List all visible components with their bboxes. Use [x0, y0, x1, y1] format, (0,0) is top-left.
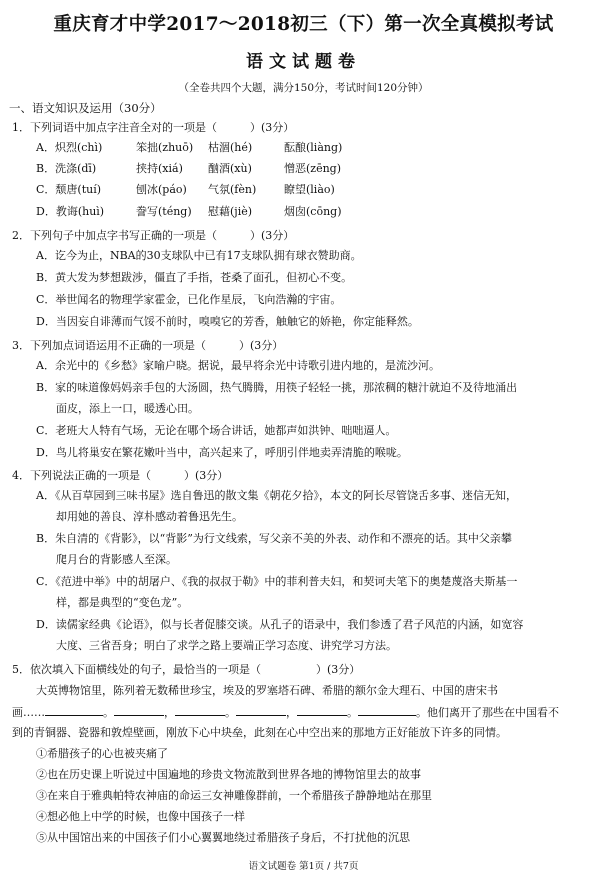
- fill-blank: [114, 705, 164, 716]
- q1-cell: A．炽烈(chì): [36, 141, 103, 154]
- q1-cell: 瞭望(liào): [284, 183, 335, 196]
- question-4-option-d: D．读儒家经典《论语》，似与长者促膝交谈。从孔子的语录中，我们参透了君子风范的内涵，如宽容: [36, 618, 524, 631]
- question-4-option-d-cont: 大度、三省吾身；明白了求学之路上要端正学习态度、讲究学习方法。: [56, 639, 397, 652]
- question-3-option-b-cont: 面皮，添上一口，暖透心田。: [56, 402, 199, 415]
- question-3-stem: 3．下列加点词语运用不正确的一项是（ ）(3分）: [12, 339, 284, 352]
- question-1-row-d: [36, 205, 384, 219]
- q1-cell: 刨冰(páo): [136, 183, 187, 196]
- question-4-option-b: B．朱自清的《背影》，以“背影”为行文线索，写父亲不美的外表、动作和不漂亮的话。其中父亲攀: [36, 532, 512, 545]
- question-4-option-c-cont: 样，都是典型的“变色龙”。: [56, 596, 189, 609]
- passage-text: 。他们离开了那些在中国看不: [416, 706, 559, 719]
- fill-blank: [175, 705, 225, 716]
- fill-blank: [236, 705, 286, 716]
- fill-blank: [358, 705, 416, 716]
- q1-cell: 酝酿(liàng): [284, 141, 343, 154]
- q1-cell: 笨拙(zhuō): [136, 141, 194, 154]
- q1-cell: 憎恶(zēng): [284, 162, 342, 175]
- q1-cell: 誊写(téng): [136, 205, 192, 218]
- question-5-item-3: ③在来自于雅典帕特农神庙的命运三女神雕像群前，一个希腊孩子静静地站在那里: [36, 789, 432, 802]
- question-4-option-a-cont: 却用她的善良、淳朴感动着鲁迅先生。: [56, 510, 243, 523]
- question-4-option-b-cont: 爬月台的背影感人至深。: [56, 553, 177, 566]
- q1-cell: 烟囱(cōng): [284, 205, 342, 218]
- question-3-option-d: D．鸟儿将巢安在繁花嫩叶当中，高兴起来了，呼朋引伴地卖弄清脆的喉咙。: [36, 446, 408, 459]
- question-3-option-b: B．家的味道像妈妈亲手包的大汤圆，热气腾腾，用筷子轻轻一挑，那浓稠的糖汁就迫不及待地涌出: [36, 381, 518, 394]
- question-3-option-a: A．余光中的《乡愁》家喻户晓。据说，最早将余光中诗歌引进内地的，是流沙河。: [36, 359, 440, 372]
- exam-note: （全卷共四个大题，满分150分，考试时间120分钟）: [178, 82, 429, 94]
- question-2-option-b: B．黄大发为梦想跋涉，僵直了手指，苍桑了面孔，但初心不变。: [36, 271, 353, 284]
- q1-cell: D．教诲(huì): [36, 205, 105, 218]
- section-heading: 一、语文知识及运用（30分）: [9, 101, 162, 115]
- question-5-passage-line-2: 画…… 。 ， 。 ， 。 。他们离开了那些在中国看不: [12, 706, 559, 719]
- page-footer: 语文试题卷 第1页 / 共7页: [248, 861, 359, 872]
- question-5-stem: 5．依次填入下面横线处的句子，最恰当的一项是（ ）(3分）: [12, 663, 361, 676]
- q1-cell: 挟持(xiá): [136, 162, 183, 175]
- question-5-item-2: ②也在历史课上听说过中国遍地的珍贵文物流散到世界各地的博物馆里去的故事: [36, 768, 421, 781]
- question-5-item-4: ④想必他上中学的时候，也像中国孩子一样: [36, 810, 245, 823]
- question-2-option-c: C．举世闻名的物理学家霍金，已化作星辰，飞向浩瀚的宇宙。: [36, 293, 342, 306]
- q1-cell: 慰藉(jiè): [208, 205, 253, 218]
- question-1-row-c: [36, 183, 384, 197]
- question-4-option-c: C．《范进中举》中的胡屠户、《我的叔叔于勒》中的菲利普夫妇，和契诃夫笔下的奥楚蔑洛夫斯基一: [36, 575, 518, 588]
- q1-cell: 酗酒(xù): [208, 162, 252, 175]
- question-2-stem: 2．下列句子中加点字书写正确的一项是（ ）(3分）: [12, 229, 295, 242]
- question-4-option-a: A．《从百草园到三味书屋》选自鲁迅的散文集《朝花夕拾》，本文的阿长尽管饶舌多事、迷信无知，: [36, 489, 517, 502]
- q1-cell: 枯涸(hé): [208, 141, 253, 154]
- question-5-item-1: ①希腊孩子的心也被夹痛了: [36, 747, 168, 760]
- q1-cell: C．颓唐(tuí): [36, 183, 102, 196]
- passage-text: 画……: [12, 706, 45, 719]
- question-5-item-5: ⑤从中国馆出来的中国孩子们小心翼翼地绕过希腊孩子身后，不打扰他的沉思: [36, 831, 410, 844]
- exam-title: 重庆育才中学2017～2018初三（下）第一次全真模拟考试: [53, 14, 554, 35]
- question-1-row-a: [36, 141, 384, 155]
- question-3-option-c: C．老班大人特有气场，无论在哪个场合讲话，她都声如洪钟、咄咄逼人。: [36, 424, 397, 437]
- question-1-stem: 1．下列词语中加点字注音全对的一项是（ ）(3分）: [12, 121, 295, 134]
- question-2-option-a: A．讫今为止，NBA的30支球队中已有17支球队拥有球衣赞助商。: [36, 249, 362, 262]
- paper-subtitle: 语文试题卷: [246, 52, 361, 72]
- fill-blank: [45, 705, 103, 716]
- question-5-passage-line-3: 到的青铜器、瓷器和敦煌壁画，刚放下心中块垒，此刻在心中空出来的那地方正好能放下许多的同情。: [12, 726, 507, 739]
- question-1-row-b: [36, 162, 384, 176]
- q1-cell: B．洗涤(dī): [36, 162, 97, 175]
- question-4-stem: 4．下列说法正确的一项是（ ）(3分）: [12, 469, 229, 482]
- fill-blank: [297, 705, 347, 716]
- question-5-passage-line-1: 大英博物馆里，陈列着无数稀世珍宝，埃及的罗塞塔石碑、希腊的额尔金大理石、中国的唐宋书: [36, 684, 498, 697]
- q1-cell: 气氛(fèn): [208, 183, 257, 196]
- question-2-option-d: D．当因妄自诽薄而气馁不前时，嗅嗅它的芳香，触触它的娇艳，你定能释然。: [36, 315, 419, 328]
